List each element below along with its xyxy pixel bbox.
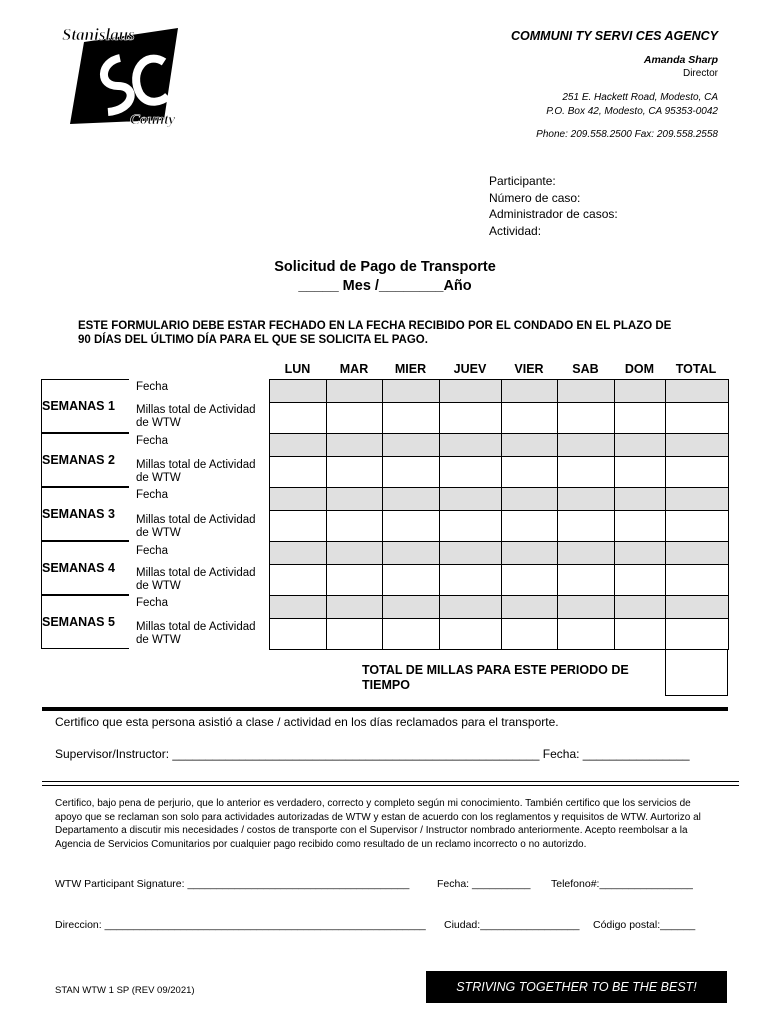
miles-cell[interactable]	[439, 456, 502, 488]
day-header-juev: JUEV	[453, 362, 487, 376]
miles-cell[interactable]	[665, 618, 729, 650]
total-miles-label: TOTAL DE MILLAS PARA ESTE PERIODO DE TIEMPO	[362, 663, 629, 692]
miles-cell[interactable]	[665, 402, 729, 434]
date-cell[interactable]	[501, 541, 558, 565]
miles-cell[interactable]	[382, 510, 440, 542]
miles-cell[interactable]	[501, 456, 558, 488]
date-cell[interactable]	[382, 595, 440, 619]
date-cell[interactable]	[439, 595, 502, 619]
date-cell[interactable]	[665, 433, 729, 457]
date-cell[interactable]	[665, 379, 729, 403]
attendance-certification: Certifico que esta persona asistió a clase / actividad en los días reclamados para el transporte.	[55, 715, 559, 729]
miles-cell[interactable]	[614, 456, 666, 488]
address-line-2: P.O. Box 42, Modesto, CA 95353-0042	[546, 106, 718, 117]
activity-label: Actividad:	[489, 223, 542, 238]
miles-cell[interactable]	[614, 402, 666, 434]
date-cell[interactable]	[439, 379, 502, 403]
week-label-5: SEMANAS 5	[41, 595, 129, 649]
miles-cell[interactable]	[269, 402, 327, 434]
agency-name: COMMUNI TY SERVI CES AGENCY	[511, 29, 718, 43]
day-header-lun: LUN	[284, 362, 311, 376]
date-cell[interactable]	[269, 487, 327, 511]
address-line-1: 251 E. Hackett Road, Modesto, CA	[562, 92, 718, 103]
day-header-dom: DOM	[624, 362, 655, 376]
miles-cell[interactable]	[269, 564, 327, 596]
miles-cell[interactable]	[557, 618, 615, 650]
logo-top-text: Stanislaus	[62, 25, 135, 44]
date-cell[interactable]	[557, 595, 615, 619]
miles-cell[interactable]	[614, 510, 666, 542]
date-cell[interactable]	[326, 487, 383, 511]
date-cell[interactable]	[501, 433, 558, 457]
month-year-line: _____ Mes /________Año	[298, 278, 472, 294]
week-label-4: SEMANAS 4	[41, 541, 129, 595]
row-label-fecha: Fecha	[136, 435, 168, 447]
case-number-label: Número de caso:	[489, 190, 581, 205]
county-logo	[60, 24, 190, 129]
date-cell[interactable]	[439, 433, 502, 457]
divider-line	[42, 785, 739, 786]
date-cell[interactable]	[614, 487, 666, 511]
miles-cell[interactable]	[557, 510, 615, 542]
miles-cell[interactable]	[439, 402, 502, 434]
row-label-millas: Millas total de Actividad de WTW	[136, 459, 256, 484]
day-header-vier: VIER	[514, 362, 544, 376]
form-id: STAN WTW 1 SP (REV 09/2021)	[55, 985, 195, 996]
date-cell[interactable]	[326, 541, 383, 565]
section-divider	[42, 707, 728, 711]
form-title: Solicitud de Pago de Transporte	[274, 259, 496, 275]
miles-cell[interactable]	[382, 618, 440, 650]
week-label-3: SEMANAS 3	[41, 487, 129, 541]
miles-cell[interactable]	[382, 456, 440, 488]
miles-cell[interactable]	[665, 456, 729, 488]
miles-cell[interactable]	[557, 564, 615, 596]
day-header-sab: SAB	[572, 362, 599, 376]
date-cell[interactable]	[439, 487, 502, 511]
date-cell[interactable]	[382, 433, 440, 457]
miles-cell[interactable]	[382, 402, 440, 434]
signature-date-field[interactable]: Fecha: __________	[437, 878, 531, 890]
date-cell[interactable]	[382, 379, 440, 403]
date-cell[interactable]	[326, 379, 383, 403]
date-cell[interactable]	[269, 433, 327, 457]
miles-cell[interactable]	[557, 402, 615, 434]
participant-info	[489, 173, 618, 239]
date-cell[interactable]	[665, 541, 729, 565]
date-cell[interactable]	[501, 595, 558, 619]
date-cell[interactable]	[557, 433, 615, 457]
date-cell[interactable]	[269, 595, 327, 619]
row-label-fecha: Fecha	[136, 381, 168, 393]
director-name: Amanda Sharp	[643, 54, 718, 66]
row-label-millas: Millas total de Actividad de WTW	[136, 567, 256, 592]
miles-cell[interactable]	[614, 564, 666, 596]
motto-text: STRIVING TOGETHER TO BE THE BEST!	[456, 980, 697, 994]
miles-cell[interactable]	[439, 564, 502, 596]
participant-label: Participante:	[489, 174, 556, 188]
date-cell[interactable]	[382, 541, 440, 565]
divider-line	[42, 781, 739, 782]
postal-code-field[interactable]: Código postal:______	[593, 919, 696, 931]
date-cell[interactable]	[614, 595, 666, 619]
date-cell[interactable]	[269, 541, 327, 565]
deadline-notice: ESTE FORMULARIO DEBE ESTAR FECHADO EN LA FECHA RECIBIDO POR EL CONDADO EN EL PLAZO DE 90 DÍAS DEL ÚLTIMO DÍA PARA EL QUE SE SOLICITA EL PAGO.	[78, 320, 672, 346]
day-header-mar: MAR	[339, 362, 369, 376]
date-cell[interactable]	[382, 487, 440, 511]
row-label-fecha: Fecha	[136, 597, 168, 609]
miles-cell[interactable]	[439, 618, 502, 650]
date-cell[interactable]	[501, 487, 558, 511]
date-cell[interactable]	[614, 541, 666, 565]
day-header-mier: MIER	[394, 362, 427, 376]
row-label-millas: Millas total de Actividad de WTW	[136, 514, 256, 539]
date-cell[interactable]	[326, 595, 383, 619]
row-label-millas: Millas total de Actividad de WTW	[136, 404, 256, 429]
miles-cell[interactable]	[501, 510, 558, 542]
phone-field[interactable]: Telefono#:________________	[551, 878, 693, 890]
date-cell[interactable]	[614, 433, 666, 457]
day-header-total: TOTAL	[675, 362, 717, 376]
miles-cell[interactable]	[326, 564, 383, 596]
miles-cell[interactable]	[614, 618, 666, 650]
perjury-statement: Certifico, bajo pena de perjurio, que lo anterior es verdadero, correcto y completo según mi conocimiento. También certifico que los servicios de apoyo que se reclaman son solo para actividades autorizadas de WTW y estan de acuerdo con los reglamentos y requisitos de WTW. Aurtorizo al Departamento a discutir mis necesidades / costos de transporte con el Supervisor / Instructor nombrado anteriormente. Acepto reembolsar a la Agencia de Servicios Comunitarios por cualquier pago recibido como resultado de un reclamo incorrecto o no autorizdo.	[55, 798, 701, 850]
date-cell[interactable]	[557, 379, 615, 403]
date-cell[interactable]	[665, 595, 729, 619]
miles-cell[interactable]	[326, 402, 383, 434]
city-field[interactable]: Ciudad:_________________	[444, 919, 580, 931]
case-manager-label: Administrador de casos:	[489, 207, 618, 221]
miles-cell[interactable]	[501, 402, 558, 434]
supervisor-signature-line[interactable]: Supervisor/Instructor: _______________________________________________________ Fecha: ________________	[55, 747, 690, 761]
miles-cell[interactable]	[269, 618, 327, 650]
miles-cell[interactable]	[439, 510, 502, 542]
miles-cell[interactable]	[501, 564, 558, 596]
miles-cell[interactable]	[382, 564, 440, 596]
miles-cell[interactable]	[501, 618, 558, 650]
date-cell[interactable]	[614, 379, 666, 403]
participant-signature-field[interactable]: WTW Participant Signature: ______________________________________	[55, 878, 410, 890]
miles-cell[interactable]	[326, 456, 383, 488]
date-cell[interactable]	[665, 487, 729, 511]
date-cell[interactable]	[501, 379, 558, 403]
logo-bottom-text: County	[130, 112, 176, 128]
miles-cell[interactable]	[665, 510, 729, 542]
date-cell[interactable]	[326, 433, 383, 457]
row-label-millas: Millas total de Actividad de WTW	[136, 621, 256, 646]
row-label-fecha: Fecha	[136, 545, 168, 557]
week-label-2: SEMANAS 2	[41, 433, 129, 487]
address-field[interactable]: Direccion: _______________________________________________________	[55, 919, 426, 931]
total-miles-cell[interactable]	[665, 649, 728, 696]
phone-fax: Phone: 209.558.2500 Fax: 209.558.2558	[536, 129, 718, 140]
row-label-fecha: Fecha	[136, 489, 168, 501]
miles-cell[interactable]	[269, 510, 327, 542]
date-cell[interactable]	[557, 487, 615, 511]
week-label-1: SEMANAS 1	[41, 379, 129, 433]
miles-cell[interactable]	[557, 456, 615, 488]
motto-banner	[426, 971, 727, 1003]
director-title: Director	[682, 68, 718, 79]
date-cell[interactable]	[269, 379, 327, 403]
miles-cell[interactable]	[665, 564, 729, 596]
miles-cell[interactable]	[326, 618, 383, 650]
date-cell[interactable]	[439, 541, 502, 565]
miles-cell[interactable]	[269, 456, 327, 488]
miles-cell[interactable]	[326, 510, 383, 542]
date-cell[interactable]	[557, 541, 615, 565]
